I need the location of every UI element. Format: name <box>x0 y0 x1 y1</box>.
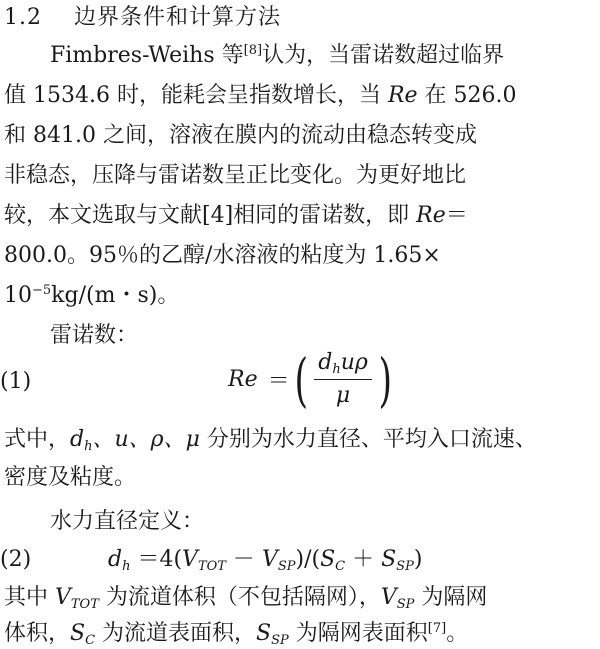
sub-tot: TOT <box>70 597 99 612</box>
var-d: d <box>108 547 123 572</box>
sub-tot: TOT <box>197 559 226 574</box>
text: 为隔网表面积 <box>288 621 428 646</box>
text: ＝4( <box>130 547 183 572</box>
var-v: V <box>380 585 397 610</box>
variable-re: Re <box>416 203 446 228</box>
text: ＝ <box>445 203 468 228</box>
paragraph-line: 800.0。95％的乙醇/水溶液的粘度为 1.65× <box>4 243 441 268</box>
paragraph-line <box>50 42 504 70</box>
text: 。 <box>446 621 469 646</box>
text: Fimbres-Weihs 等 <box>50 43 244 68</box>
text: 10 <box>4 283 32 308</box>
text: kg/(m・s)。 <box>51 283 180 308</box>
var-v: V <box>261 547 278 572</box>
text: 较，本文选取与文献[4]相同的雷诺数，即 <box>4 203 417 228</box>
sub-h: h <box>122 559 131 574</box>
paragraph-line <box>4 426 537 454</box>
paragraph-line <box>4 584 487 612</box>
sub-h: h <box>332 362 341 377</box>
exponent: −5 <box>32 283 52 298</box>
paragraph-line <box>4 202 468 230</box>
paragraph-line: 密度及粘度。 <box>4 465 137 490</box>
var-v: V <box>182 547 198 572</box>
left-paren: ( <box>294 345 308 414</box>
variables: 、u、ρ、μ <box>92 427 200 452</box>
paragraph-line <box>4 82 517 110</box>
text: 为流道体积（不包括隔网）， <box>98 585 381 610</box>
text: 认为，当雷诺数超过临界 <box>262 43 505 68</box>
variable-re: Re <box>387 83 418 108</box>
sub-sp: SP <box>396 597 415 612</box>
reynolds-label: 雷诺数： <box>50 323 139 348</box>
eq-equals: ＝ <box>267 369 290 394</box>
text: 体积， <box>4 621 71 646</box>
var-s: S <box>256 621 272 646</box>
text: 分别为水力直径、平均入口流速、 <box>199 427 537 452</box>
sub-sp: SP <box>277 559 296 574</box>
text: 式中， <box>4 427 71 452</box>
citation: [7] <box>427 621 447 636</box>
text: 其中 <box>4 585 55 610</box>
paragraph-line <box>4 620 468 648</box>
equation-number: (2) <box>0 547 32 572</box>
hydraulic-label: 水力直径定义： <box>50 509 205 534</box>
section-title: 边界条件和计算方法 <box>74 5 282 30</box>
sub-c: C <box>335 559 346 574</box>
var-s: S <box>381 547 397 572</box>
right-paren: ) <box>378 345 392 414</box>
var-u-rho: uρ <box>340 350 368 375</box>
var-s: S <box>320 547 336 572</box>
paragraph-line: 和 841.0 之间，溶液在膜内的流动由稳态转变成 <box>4 123 477 148</box>
var-s: S <box>70 621 86 646</box>
section-number: 1.2 <box>4 5 42 30</box>
var-v: V <box>55 585 71 610</box>
denominator: μ <box>335 383 351 408</box>
paragraph-line: 非稳态，压降与雷诺数呈正比变化。为更好地比 <box>4 163 467 188</box>
sub-sp: SP <box>396 559 414 574</box>
text: )/( <box>295 547 321 572</box>
sub-c: C <box>85 633 96 648</box>
text: － <box>225 547 262 572</box>
text: 为流道表面积， <box>95 621 257 646</box>
var-d: d <box>70 427 85 452</box>
sub-h: h <box>84 439 93 454</box>
text: 值 1534.6 时，能耗会呈指数增长，当 <box>4 83 388 108</box>
equation-number: (1) <box>0 369 32 394</box>
var-d: d <box>318 350 333 375</box>
sub-sp: SP <box>271 633 289 648</box>
text: ) <box>413 547 423 572</box>
paragraph-line <box>4 282 179 310</box>
text: 在 526.0 <box>417 83 517 108</box>
section-heading <box>4 4 281 32</box>
text: 为隔网 <box>414 585 488 610</box>
eq-lhs: Re <box>228 367 258 392</box>
text: ＋ <box>345 547 382 572</box>
citation: [8] <box>243 43 263 58</box>
